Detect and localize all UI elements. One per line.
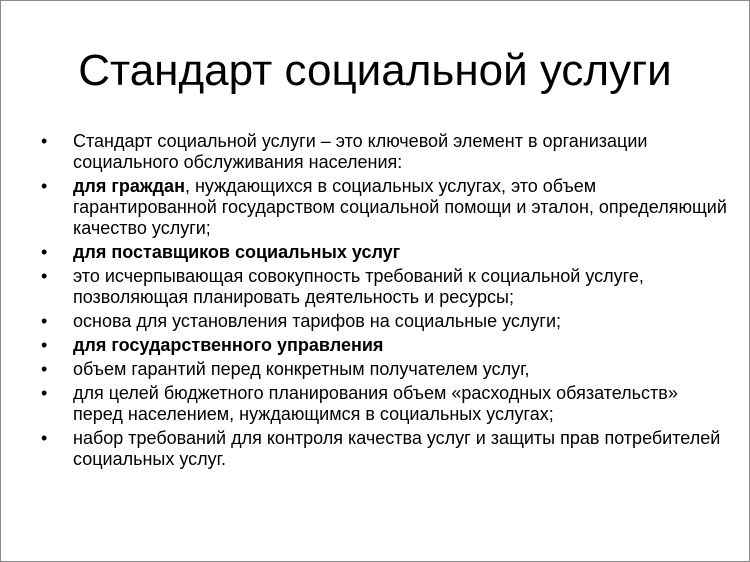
list-item-text: для целей бюджетного планирования объем «расходных обязательств» перед населением, нуждающимся в социальных услугах; (73, 383, 678, 424)
list-item-text: это исчерпывающая совокупность требований к социальной услуге, позволяющая планировать деятельность и ресурсы; (73, 266, 644, 307)
list-item-text: Стандарт социальной услуги – это ключевой элемент в организации социального обслуживания населения: (73, 131, 648, 172)
list-item (39, 428, 729, 470)
list-item-text: основа для установления тарифов на социальные услуги; (73, 311, 562, 331)
list-item-text: набор требований для контроля качества услуг и защиты прав потребителей социальных услуг. (73, 428, 721, 469)
list-item (39, 266, 729, 308)
list-item (39, 131, 729, 173)
bullet-marker: • (41, 428, 48, 448)
list-item-bold-text: для государственного управления (73, 335, 384, 355)
bullet-list (39, 131, 729, 473)
bullet-marker: • (41, 311, 48, 331)
bullet-marker: • (41, 383, 48, 403)
list-item (39, 176, 729, 239)
bullet-marker: • (41, 266, 48, 286)
list-item (39, 359, 729, 380)
list-item (39, 335, 729, 356)
list-item-bold-text: для граждан (73, 176, 185, 196)
bullet-marker: • (41, 335, 48, 355)
bullet-marker: • (41, 131, 48, 151)
slide-title: Стандарт социальной услуги (78, 46, 672, 95)
bullet-marker: • (41, 242, 48, 262)
list-item (39, 383, 729, 425)
bullet-marker: • (41, 359, 48, 379)
list-item (39, 242, 729, 263)
list-item-text: объем гарантий перед конкретным получателем услуг, (73, 359, 530, 379)
bullet-marker: • (41, 176, 48, 196)
list-item-text: , нуждающихся в социальных услугах, это объем гарантированной государством социальной помощи и эталон, определяющий качество услуги; (73, 176, 727, 238)
list-item (39, 311, 729, 332)
list-item-bold-text: для поставщиков социальных услуг (73, 242, 401, 262)
